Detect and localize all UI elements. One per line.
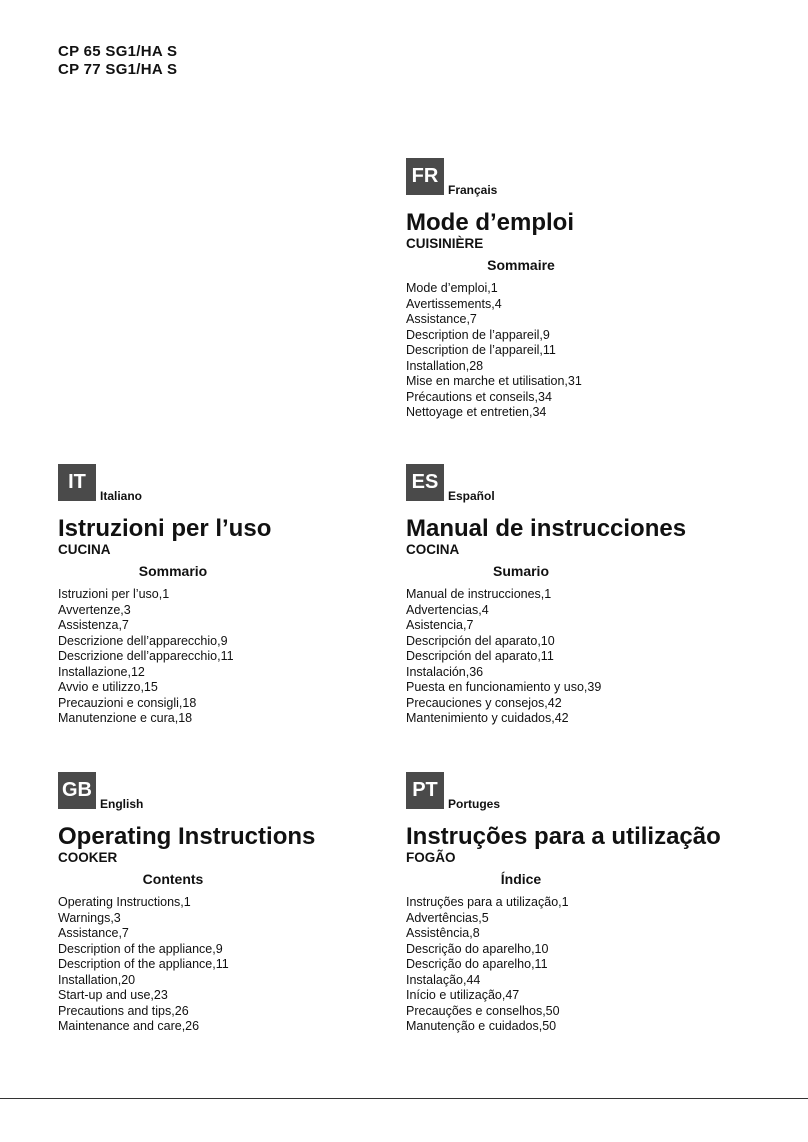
toc-item: Início e utilização,47 — [406, 988, 520, 1002]
toc-item: Istruzioni per l’uso,1 — [58, 587, 170, 601]
language-header — [58, 464, 398, 501]
toc-item: Start-up and use,23 — [58, 988, 168, 1002]
language-header — [58, 772, 398, 809]
toc-item: Advertências,5 — [406, 910, 489, 925]
toc-heading: Índice — [500, 871, 542, 887]
toc-item: Descripción del aparato,10 — [406, 633, 555, 648]
section-es — [406, 464, 746, 727]
toc-item: Installation,28 — [406, 358, 484, 373]
manual-title: Istruzioni per l’uso — [58, 515, 272, 542]
bottom-divider — [0, 1098, 808, 1099]
product-type: COOKER — [58, 850, 118, 865]
manual-title: Operating Instructions — [58, 823, 316, 850]
toc-item: Assistance,7 — [406, 312, 477, 326]
toc-item: Precauciones y consejos,42 — [406, 695, 562, 710]
toc-item: Assistance,7 — [58, 926, 129, 940]
language-name: Italiano — [100, 489, 143, 503]
section-fr — [406, 158, 746, 421]
toc-item: Descrizione dell’apparecchio,9 — [58, 633, 228, 648]
toc-item: Descrição do aparelho,10 — [406, 941, 549, 956]
toc-item: Maintenance and care,26 — [58, 1019, 200, 1033]
toc-item: Assistência,8 — [406, 926, 480, 940]
toc-item: Descripción del aparato,11 — [406, 649, 554, 663]
section-pt — [406, 772, 746, 1035]
manual-title: Mode d’emploi — [406, 209, 574, 236]
language-header — [406, 464, 746, 501]
section-gb — [58, 772, 398, 1035]
toc-item: Description de l’appareil,11 — [406, 343, 556, 357]
toc-item: Mise en marche et utilisation,31 — [406, 374, 582, 388]
toc-item: Instruções para a utilização,1 — [406, 895, 569, 909]
toc-list — [406, 895, 746, 1035]
toc-heading: Sommario — [138, 563, 208, 579]
language-name: Español — [448, 489, 495, 503]
model-numbers — [58, 43, 177, 79]
toc-item: Mode d’emploi,1 — [406, 281, 498, 295]
language-name: Français — [448, 183, 498, 197]
toc-list — [406, 281, 746, 421]
toc-item: Warnings,3 — [58, 910, 121, 925]
toc-item: Manutenzione e cura,18 — [58, 711, 193, 725]
toc-item: Manual de instrucciones,1 — [406, 587, 552, 601]
toc-list — [58, 895, 398, 1035]
toc-item: Puesta en funcionamiento y uso,39 — [406, 680, 602, 694]
toc-item: Manutenção e cuidados,50 — [406, 1019, 557, 1033]
product-type: CUCINA — [58, 542, 111, 557]
toc-item: Description de l’appareil,9 — [406, 327, 550, 342]
toc-item: Instalação,44 — [406, 972, 481, 987]
language-name: English — [100, 797, 144, 811]
toc-item: Nettoyage et entretien,34 — [406, 405, 547, 419]
toc-item: Installation,20 — [58, 972, 136, 987]
toc-item: Avvio e utilizzo,15 — [58, 680, 158, 694]
toc-item: Mantenimiento y cuidados,42 — [406, 711, 569, 725]
language-badge: ES — [406, 464, 444, 501]
toc-item: Assistenza,7 — [58, 618, 129, 632]
toc-list — [406, 587, 746, 727]
toc-item: Precautions and tips,26 — [58, 1003, 189, 1018]
toc-item: Operating Instructions,1 — [58, 895, 191, 909]
model-number: CP 65 SG1/HA S — [58, 43, 178, 60]
toc-list — [58, 587, 398, 727]
toc-item: Description of the appliance,9 — [58, 941, 223, 956]
toc-item: Précautions et conseils,34 — [406, 389, 552, 404]
language-badge: GB — [58, 772, 96, 809]
language-badge: IT — [58, 464, 96, 501]
toc-item: Avvertenze,3 — [58, 602, 131, 617]
toc-heading: Contents — [142, 871, 204, 887]
product-type: CUISINIÈRE — [406, 236, 484, 251]
toc-item: Installazione,12 — [58, 664, 145, 679]
toc-item: Descrição do aparelho,11 — [406, 957, 548, 971]
language-badge: FR — [406, 158, 444, 195]
language-header — [406, 158, 746, 195]
manual-title: Instruções para a utilização — [406, 823, 721, 850]
toc-heading: Sumario — [492, 563, 549, 579]
language-name: Portuges — [448, 797, 501, 811]
toc-item: Descrizione dell’apparecchio,11 — [58, 649, 234, 663]
toc-item: Asistencia,7 — [406, 618, 474, 632]
language-badge: PT — [406, 772, 444, 809]
toc-heading: Sommaire — [487, 257, 555, 273]
toc-item: Advertencias,4 — [406, 602, 489, 617]
language-header — [406, 772, 746, 809]
toc-item: Description of the appliance,11 — [58, 957, 229, 971]
product-type: FOGÃO — [406, 850, 456, 865]
toc-item: Avertissements,4 — [406, 296, 502, 311]
manual-title: Manual de instrucciones — [406, 515, 687, 542]
toc-item: Precauções e conselhos,50 — [406, 1003, 560, 1018]
section-it — [58, 464, 398, 727]
toc-item: Precauzioni e consigli,18 — [58, 695, 197, 710]
product-type: COCINA — [406, 542, 460, 557]
toc-item: Instalación,36 — [406, 664, 484, 679]
model-number: CP 77 SG1/HA S — [58, 61, 178, 78]
